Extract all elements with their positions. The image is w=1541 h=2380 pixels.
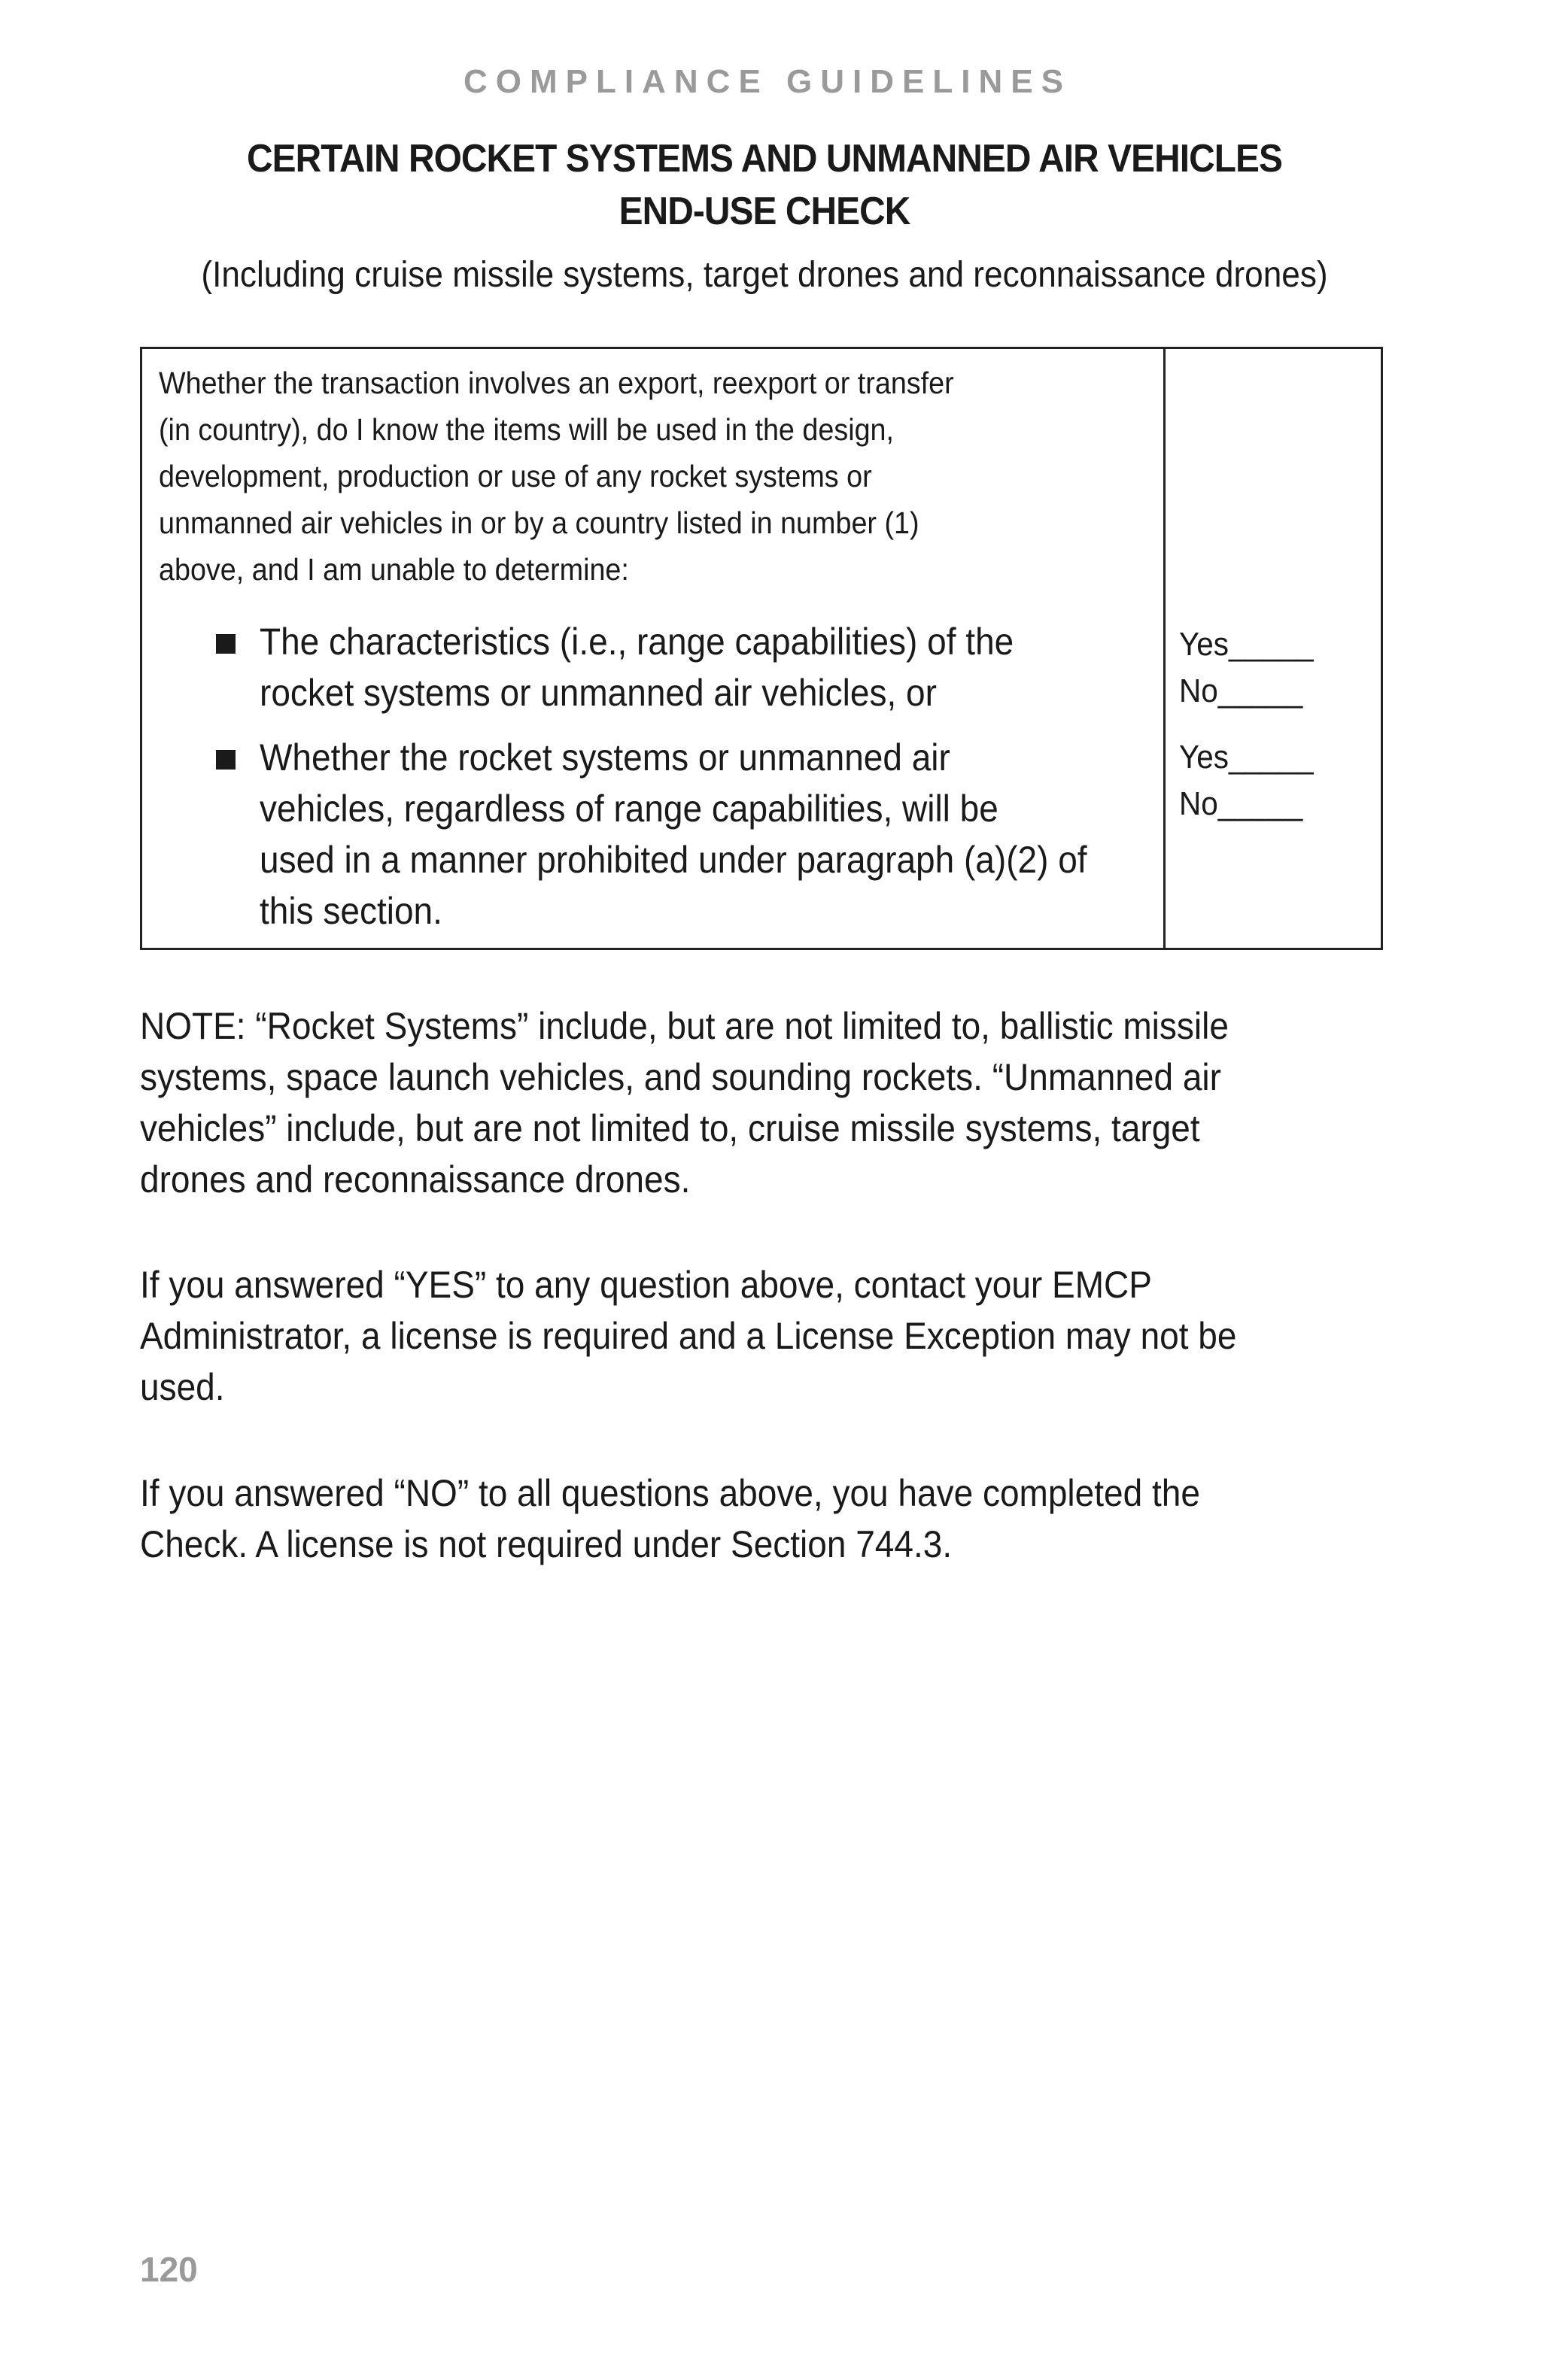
check-item-line: The characteristics (i.e., range capabilities) of the [260,621,1014,663]
paragraph-line: systems, space launch vehicles, and sounding rockets. “Unmanned air [140,1056,1221,1098]
yes-answer-blank[interactable]: Yes_____ [1179,626,1314,663]
note-paragraph [140,1000,1386,1205]
square-bullet-icon [216,750,236,770]
paragraph-line: Administrator, a license is required and a License Exception may not be [140,1315,1237,1357]
check-question [159,360,1087,593]
square-bullet-icon [216,634,236,654]
no-instruction-paragraph [140,1468,1386,1570]
question-line: above, and I am unable to determine: [159,552,629,587]
page-subtitle: (Including cruise missile systems, target drones and reconnaissance drones) [201,255,1328,295]
paragraph-line: If you answered “YES” to any question above, contact your EMCP [140,1264,1152,1306]
no-answer-blank[interactable]: No_____ [1179,672,1303,709]
check-item-line: used in a manner prohibited under paragraph (a)(2) of [260,839,1087,881]
question-line: development, production or use of any rocket systems or [159,459,872,493]
yes-instruction-paragraph [140,1259,1386,1413]
question-line: (in country), do I know the items will be used in the design, [159,412,895,447]
paragraph-line: vehicles” include, but are not limited to, cruise missile systems, target [140,1107,1200,1149]
question-line: Whether the transaction involves an export, reexport or transfer [159,366,954,400]
answer-blanks [1179,734,1359,827]
yes-answer-blank[interactable]: Yes_____ [1179,739,1314,776]
title-line: END-USE CHECK [619,190,910,233]
no-answer-blank[interactable]: No_____ [1179,785,1303,822]
paragraph-line: If you answered “NO” to all questions above, you have completed the [140,1472,1200,1514]
check-item-text [260,732,1138,937]
check-item-line: vehicles, regardless of range capabilities, will be [260,788,998,830]
paragraph-line: used. [140,1366,225,1408]
title-line: CERTAIN ROCKET SYSTEMS AND UNMANNED AIR VEHICLES [246,137,1283,181]
paragraph-line: drones and reconnaissance drones. [140,1158,691,1201]
answer-blanks [1179,621,1359,715]
page-title [190,132,1339,238]
check-item-text [260,616,1138,718]
paragraph-line: Check. A license is not required under Section 744.3. [140,1523,953,1565]
check-item-line: Whether the rocket systems or unmanned air [260,736,950,779]
question-line: unmanned air vehicles in or by a country listed in number (1) [159,505,919,540]
column-divider [1163,349,1166,948]
check-item-line: rocket systems or unmanned air vehicles, or [260,672,937,714]
page-number: 120 [140,2250,198,2289]
running-head: COMPLIANCE GUIDELINES [464,63,1071,100]
paragraph-line: NOTE: “Rocket Systems” include, but are not limited to, ballistic missile [140,1005,1229,1047]
check-item-line: this section. [260,890,442,932]
end-use-check-table [140,347,1383,950]
